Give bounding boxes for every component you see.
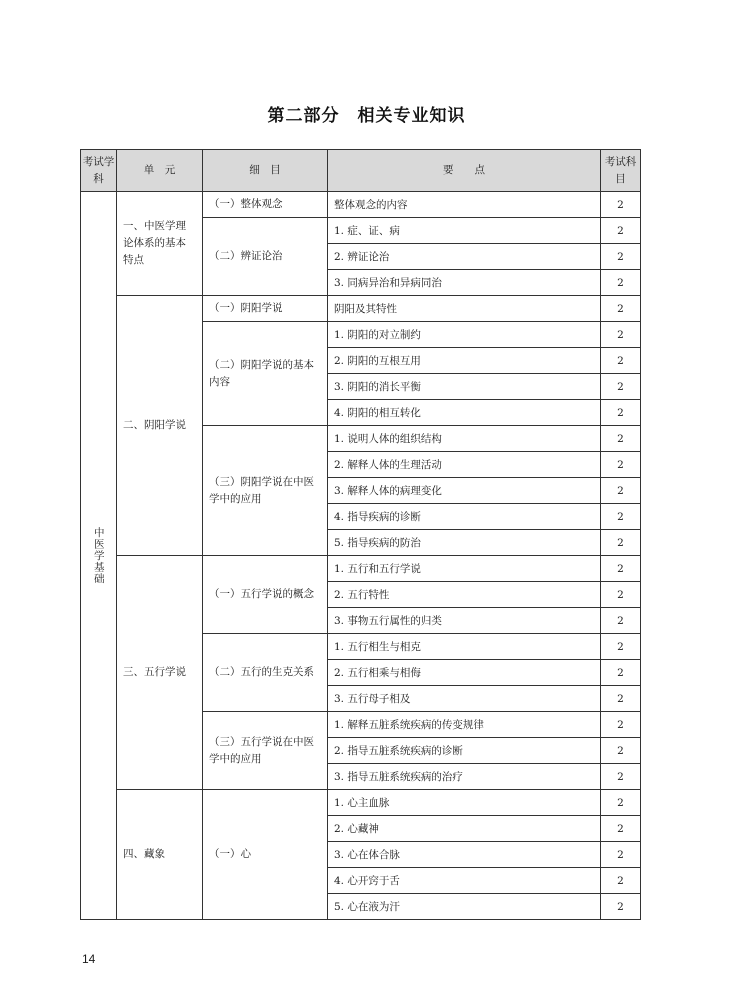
point-cell: 3. 同病异治和异病同治: [328, 270, 601, 296]
point-cell: 2. 解释人体的生理活动: [328, 452, 601, 478]
score-cell: 2: [601, 764, 641, 790]
point-cell: 1. 五行相生与相克: [328, 634, 601, 660]
page-title: 第二部分 相关专业知识: [267, 106, 466, 126]
score-cell: 2: [601, 452, 641, 478]
score-cell: 2: [601, 556, 641, 582]
header-unit: 单 元: [117, 150, 203, 192]
unit-cell: 三、五行学说: [117, 556, 203, 790]
score-cell: 2: [601, 322, 641, 348]
unit-cell: 二、阴阳学说: [117, 296, 203, 556]
table-row: [81, 790, 641, 816]
point-cell: 1. 阴阳的对立制约: [328, 322, 601, 348]
header-detail: 细 目: [203, 150, 328, 192]
detail-cell: （一）五行学说的概念: [203, 556, 328, 634]
detail-cell: （二）辨证论治: [203, 218, 328, 296]
point-cell: 1. 五行和五行学说: [328, 556, 601, 582]
score-cell: 2: [601, 504, 641, 530]
subject-cell: 中医学基础: [81, 192, 117, 920]
detail-cell: （三）五行学说在中医学中的应用: [203, 712, 328, 790]
exam-syllabus-table: [80, 149, 641, 920]
score-cell: 2: [601, 296, 641, 322]
point-cell: 5. 心在液为汗: [328, 894, 601, 920]
score-cell: 2: [601, 374, 641, 400]
score-cell: 2: [601, 478, 641, 504]
score-cell: 2: [601, 712, 641, 738]
detail-cell: （一）心: [203, 790, 328, 920]
point-cell: 2. 辨证论治: [328, 244, 601, 270]
point-cell: 3. 五行母子相及: [328, 686, 601, 712]
score-cell: 2: [601, 192, 641, 218]
detail-cell: （一）整体观念: [203, 192, 328, 218]
point-cell: 3. 事物五行属性的归类: [328, 608, 601, 634]
score-cell: 2: [601, 842, 641, 868]
score-cell: 2: [601, 738, 641, 764]
point-cell: 3. 指导五脏系统疾病的治疗: [328, 764, 601, 790]
point-cell: 3. 阴阳的消长平衡: [328, 374, 601, 400]
point-cell: 3. 心在体合脉: [328, 842, 601, 868]
score-cell: 2: [601, 582, 641, 608]
score-cell: 2: [601, 400, 641, 426]
score-cell: 2: [601, 868, 641, 894]
page-number: 14: [82, 952, 96, 966]
detail-cell: （二）阴阳学说的基本内容: [203, 322, 328, 426]
detail-cell: （三）阴阳学说在中医学中的应用: [203, 426, 328, 556]
score-cell: 2: [601, 218, 641, 244]
table-row: [81, 192, 641, 218]
header-point: 要 点: [328, 150, 601, 192]
score-cell: 2: [601, 816, 641, 842]
score-cell: 2: [601, 608, 641, 634]
point-cell: 4. 阴阳的相互转化: [328, 400, 601, 426]
score-cell: 2: [601, 244, 641, 270]
score-cell: 2: [601, 686, 641, 712]
header-score: 考试科目: [601, 150, 641, 192]
point-cell: 1. 解释五脏系统疾病的传变规律: [328, 712, 601, 738]
point-cell: 4. 心开窍于舌: [328, 868, 601, 894]
detail-cell: （二）五行的生克关系: [203, 634, 328, 712]
table-header-row: [81, 150, 641, 192]
score-cell: 2: [601, 348, 641, 374]
point-cell: 5. 指导疾病的防治: [328, 530, 601, 556]
table-body: [81, 192, 641, 920]
score-cell: 2: [601, 660, 641, 686]
score-cell: 2: [601, 894, 641, 920]
unit-cell: 一、中医学理论体系的基本特点: [117, 192, 203, 296]
point-cell: 3. 解释人体的病理变化: [328, 478, 601, 504]
point-cell: 2. 指导五脏系统疾病的诊断: [328, 738, 601, 764]
point-cell: 4. 指导疾病的诊断: [328, 504, 601, 530]
table-row: [81, 556, 641, 582]
score-cell: 2: [601, 790, 641, 816]
point-cell: 1. 症、证、病: [328, 218, 601, 244]
point-cell: 2. 心藏神: [328, 816, 601, 842]
table-row: [81, 296, 641, 322]
score-cell: 2: [601, 634, 641, 660]
point-cell: 整体观念的内容: [328, 192, 601, 218]
point-cell: 2. 五行相乘与相侮: [328, 660, 601, 686]
point-cell: 阴阳及其特性: [328, 296, 601, 322]
point-cell: 1. 心主血脉: [328, 790, 601, 816]
point-cell: 2. 阴阳的互根互用: [328, 348, 601, 374]
score-cell: 2: [601, 530, 641, 556]
score-cell: 2: [601, 270, 641, 296]
detail-cell: （一）阴阳学说: [203, 296, 328, 322]
point-cell: 2. 五行特性: [328, 582, 601, 608]
unit-cell: 四、藏象: [117, 790, 203, 920]
point-cell: 1. 说明人体的组织结构: [328, 426, 601, 452]
score-cell: 2: [601, 426, 641, 452]
header-subject: 考试学科: [81, 150, 117, 192]
